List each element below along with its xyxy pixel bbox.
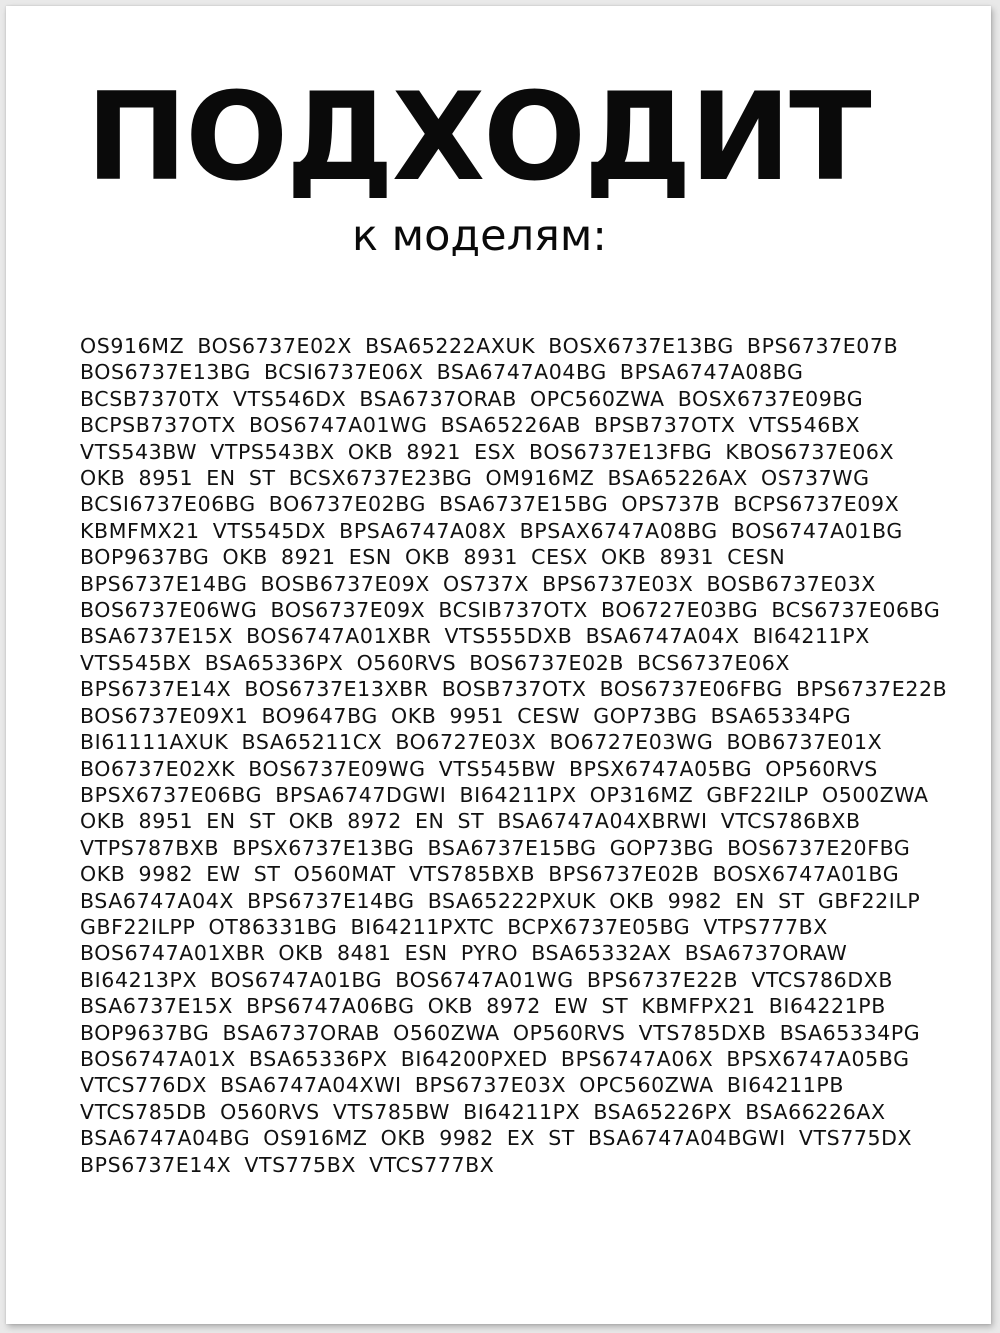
- product-sheet: [6, 6, 991, 1324]
- compatible-models-list: OS916MZ BOS6737E02X BSA65222AXUK BOSX6737E13BG BPS6737E07B BOS6737E13BG BCSI6737E06X BSA6747A04BG BPSA6747A08BG BCSB7370TX VTS546DX BSA6737ORAB OPC560ZWA BOSX6737E09BG BCPSB737OTX BOS6747A01WG BSA65226AB BPSB737OTX VTS546BX VTS543BW VTPS543BX OKB 8921 ESX BOS6737E13FBG KBOS6737E06X OKB 8951 EN ST BCSX6737E23BG OM916MZ BSA65226AX OS737WG BCSI6737E06BG BO6737E02BG BSA6737E15BG OPS737B BCPS6737E09X KBMFMX21 VTS545DX BPSA6747A08X BPSAX6747A08BG BOS6747A01BG BOP9637BG OKB 8921 ESN OKB 8931 CESX OKB 8931 CESN BPS6737E14BG BOSB6737E09X OS737X BPS6737E03X BOSB6737E03X BOS6737E06WG BOS6737E09X BCSIB737OTX BO6727E03BG BCS6737E06BG BSA6737E15X BOS6747A01XBR VTS555DXB BSA6747A04X BI64211PX VTS545BX BSA65336PX O560RVS BOS6737E02B BCS6737E06X BPS6737E14X BOS6737E13XBR BOSB737OTX BOS6737E06FBG BPS6737E22B BOS6737E09X1 BO9647BG OKB 9951 CESW GOP73BG BSA65334PG BI61111AXUK BSA65211CX BO6727E03X BO6727E03WG BOB6737E01X BO6737E02XK BOS6737E09WG VTS545BW BPSX6747A05BG OP560RVS BPSX6737E06BG BPSA6747DGWI BI64211PX OP316MZ GBF22ILP O500ZWA OKB 8951 EN ST OKB 8972 EN ST BSA6747A04XBRWI VTCS786BXB VTPS787BXB BPSX6737E13BG BSA6737E15BG GOP73BG BOS6737E20FBG OKB 9982 EW ST O560MAT VTS785BXB BPS6737E02B BOSX6747A01BG BSA6747A04X BPS6737E14BG BSA65222PXUK OKB 9982 EN ST GBF22ILP GBF22ILPP OT86331BG BI64211PXTC BCPX6737E05BG VTPS777BX BOS6747A01XBR OKB 8481 ESN PYRO BSA65332AX BSA6737ORAW BI64213PX BOS6747A01BG BOS6747A01WG BPS6737E22B VTCS786DXB BSA6737E15X BPS6747A06BG OKB 8972 EW ST KBMFPX21 BI64221PB BOP9637BG BSA6737ORAB O560ZWA OP560RVS VTS785DXB BSA65334PG BOS6747A01X BSA65336PX BI64200PXED BPS6747A06X BPSX6747A05BG VTCS776DX BSA6747A04XWI BPS6737E03X OPC560ZWA BI64211PB VTCS785DB O560RVS VTS785BW BI64211PX BSA65226PX BSA66226AX BSA6747A04BG OS916MZ OKB 9982 EX ST BSA6747A04BGWI VTS775DX BPS6737E14X VTS775BX VTCS777BX: [80, 334, 948, 1177]
- page-title: ПОДХОДИТ: [86, 67, 870, 208]
- page-subtitle: к моделям:: [352, 211, 607, 261]
